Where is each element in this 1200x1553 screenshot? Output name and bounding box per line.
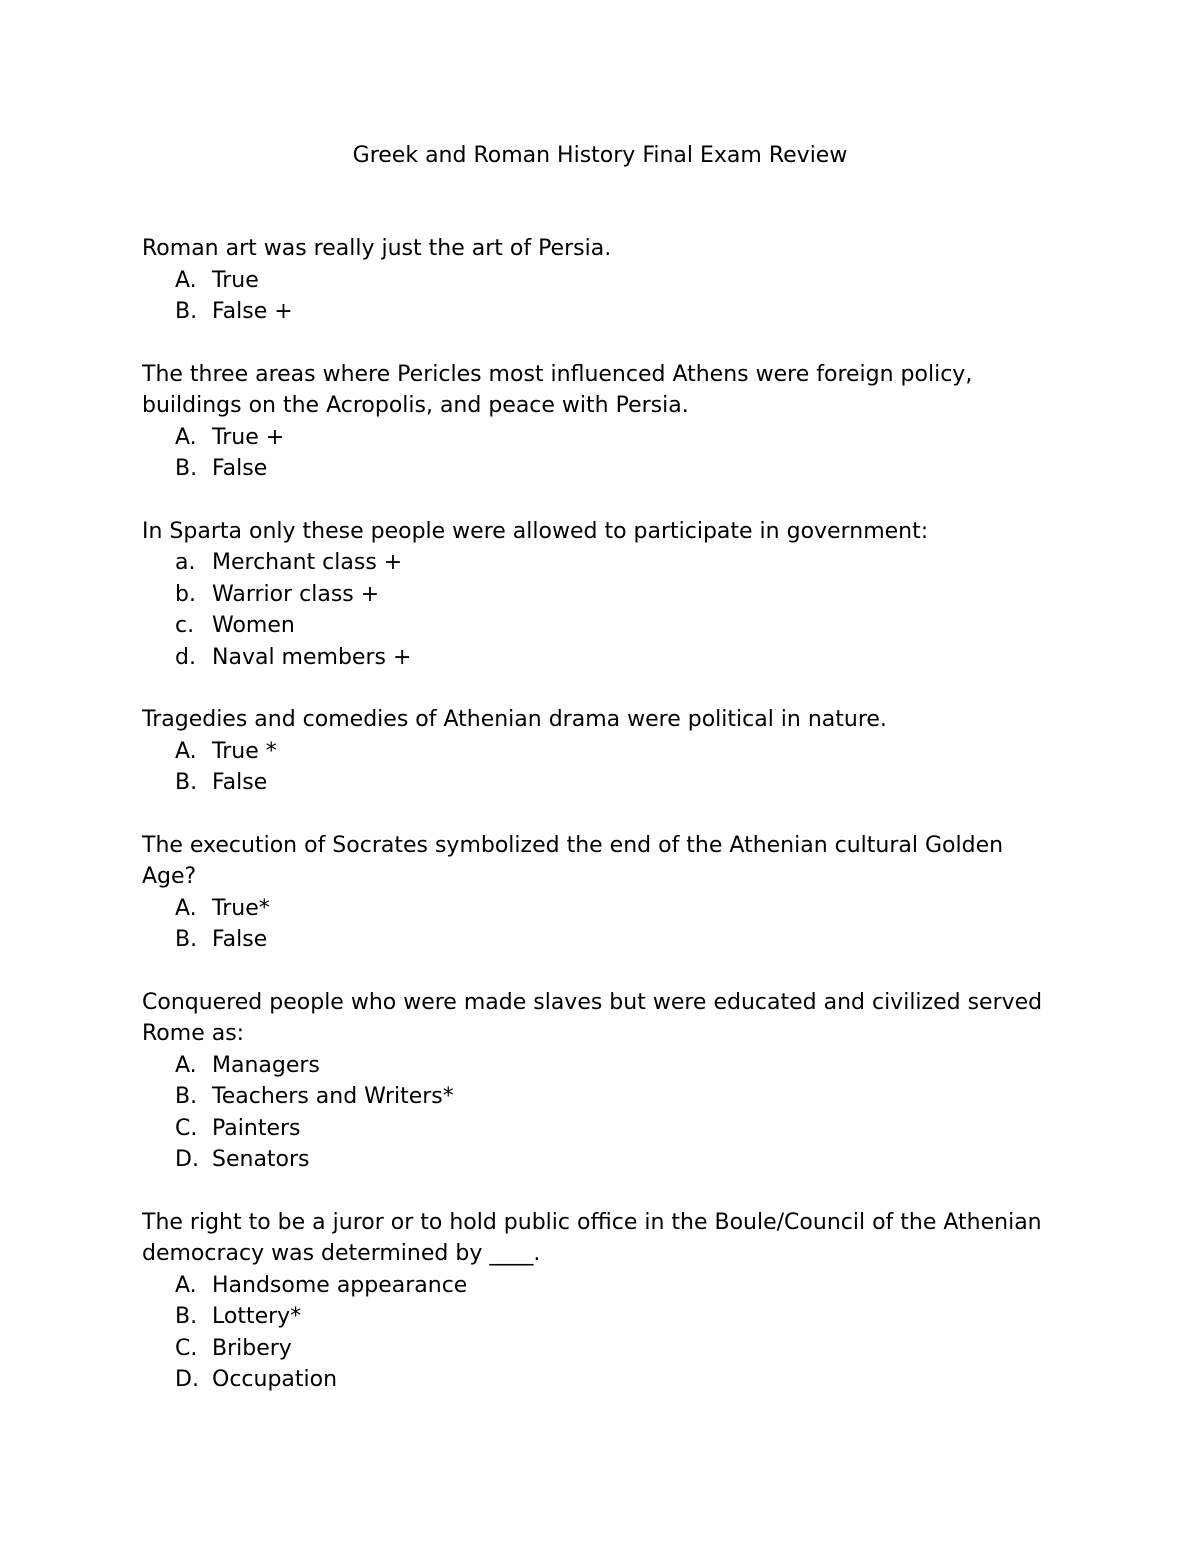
option-text: Occupation [212,1367,338,1392]
option-text: False + [212,299,293,324]
question-text: The execution of Socrates symbolized the end of the Athenian cultural Golden Age? [142,832,1004,889]
option-list [142,893,1062,956]
page-title: Greek and Roman History Final Exam Review [352,143,848,168]
option-text: Handsome appearance [212,1272,468,1298]
option-text: True * [212,738,277,764]
option-list [142,1270,1062,1396]
option-item [142,1081,1062,1113]
option-text: True + [212,424,285,450]
option-text: False [212,927,268,952]
option-item [142,265,1062,297]
option-letter: A. [175,424,197,450]
option-letter: A. [175,895,197,921]
option-letter: B. [175,770,198,795]
option-text: Senators [212,1147,310,1172]
option-letter: a. [175,550,196,575]
question-2 [142,359,1062,485]
option-item [142,1301,1062,1333]
option-letter: D. [175,1147,199,1172]
option-list [142,1050,1062,1176]
option-item [142,893,1062,925]
option-letter: A. [175,1272,197,1298]
option-item [142,296,1062,328]
question-text: Tragedies and comedies of Athenian drama were political in nature. [142,707,887,732]
option-letter: B. [175,1084,198,1109]
question-6 [142,987,1062,1176]
option-item [142,1364,1062,1396]
question-text: Conquered people who were made slaves but were educated and civilized served Rome as: [142,989,1043,1046]
option-letter: B. [175,456,198,481]
option-item [142,422,1062,454]
option-item [142,1050,1062,1082]
question-list [142,233,1062,1427]
option-list [142,547,1062,673]
question-text: The three areas where Pericles most influenced Athens were foreign policy, buildings on the Acropolis, and peace with Persia. [142,361,973,418]
option-letter: d. [175,644,196,670]
option-letter: B. [175,1304,198,1329]
option-text: Women [212,613,295,638]
question-text: Roman art was really just the art of Persia. [142,236,612,261]
option-item [142,1270,1062,1302]
option-letter: c. [175,613,195,638]
option-item [142,924,1062,956]
option-text: True [212,267,259,293]
option-item [142,453,1062,485]
option-letter: A. [175,1052,197,1078]
question-text: In Sparta only these people were allowed to participate in government: [142,518,929,544]
option-list [142,265,1062,328]
question-7 [142,1207,1062,1396]
option-letter: A. [175,267,197,293]
option-text: Painters [212,1115,301,1141]
option-text: False [212,770,268,795]
question-4 [142,704,1062,799]
question-3 [142,516,1062,674]
option-item [142,642,1062,674]
option-item [142,1113,1062,1145]
option-text: True* [212,895,270,921]
option-letter: b. [175,581,196,607]
option-item [142,1144,1062,1176]
option-letter: B. [175,299,198,324]
option-letter: C. [175,1335,198,1361]
option-text: Teachers and Writers* [212,1084,454,1109]
question-text: The right to be a juror or to hold public office in the Boule/Council of the Athenian democracy was determined by ____. [142,1209,1042,1266]
option-letter: B. [175,927,198,952]
option-item [142,547,1062,579]
option-text: Bribery [212,1335,292,1361]
option-letter: D. [175,1367,199,1392]
option-item [142,610,1062,642]
option-text: False [212,456,268,481]
option-item [142,579,1062,611]
option-text: Merchant class + [212,550,403,575]
option-text: Managers [212,1052,320,1078]
option-item [142,736,1062,768]
option-letter: C. [175,1115,198,1141]
option-letter: A. [175,738,197,764]
option-item [142,767,1062,799]
option-text: Naval members + [212,644,412,670]
option-list [142,736,1062,799]
option-text: Lottery* [212,1304,302,1329]
question-5 [142,830,1062,956]
option-list [142,422,1062,485]
question-1 [142,233,1062,328]
option-item [142,1333,1062,1365]
option-text: Warrior class + [212,581,380,607]
